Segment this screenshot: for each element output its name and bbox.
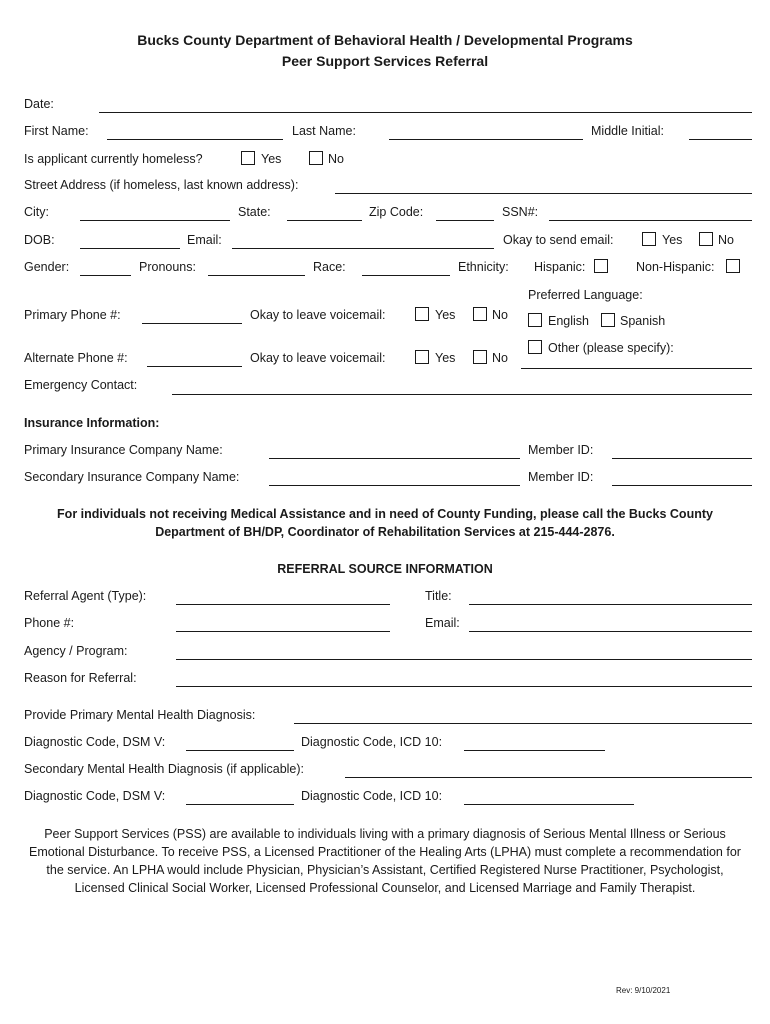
secondary-icd-label: Diagnostic Code, ICD 10: xyxy=(301,789,443,803)
primary-insurance-label: Primary Insurance Company Name: xyxy=(24,443,223,457)
email-label: Email: xyxy=(187,233,222,247)
referral-email-label: Email: xyxy=(425,616,460,630)
hispanic-checkbox[interactable] xyxy=(594,259,608,273)
other-language-field[interactable] xyxy=(521,368,752,369)
email-no-checkbox[interactable] xyxy=(699,232,713,246)
middle-initial-label: Middle Initial: xyxy=(591,124,664,138)
homeless-label: Is applicant currently homeless? xyxy=(24,152,203,166)
referral-agent-label: Referral Agent (Type): xyxy=(24,589,147,603)
primary-voicemail-no-label: No xyxy=(492,308,508,322)
first-name-field[interactable] xyxy=(107,139,283,140)
reason-referral-field[interactable] xyxy=(176,686,752,687)
dob-field[interactable] xyxy=(80,248,180,249)
pronouns-label: Pronouns: xyxy=(139,260,196,274)
primary-member-id-field[interactable] xyxy=(612,458,752,459)
secondary-insurance-label: Secondary Insurance Company Name: xyxy=(24,470,240,484)
county-funding-notice-line2: Department of BH/DP, Coordinator of Rehabilitation Services at 215-444-2876. xyxy=(155,525,615,539)
ethnicity-label: Ethnicity: xyxy=(458,260,509,274)
state-label: State: xyxy=(238,205,271,219)
insurance-heading: Insurance Information: xyxy=(24,416,160,430)
primary-voicemail-label: Okay to leave voicemail: xyxy=(250,308,386,322)
pss-description: Peer Support Services (PSS) are available to individuals living with a primary diagnosis of Serious Mental Illness or Serious Emotional Disturbance. To receive PSS, a Licensed Practitioner of the Healing Arts (LPHA) must complete a recommendation for the service. An LPHA would include Physician, Physician’s Assistant, Certified Registered Nurse Practitioner, Psychologist, Licensed Clinical Social Worker, Licensed Professional Counselor, and Licensed Marriage and Family Therapist. xyxy=(29,827,741,896)
primary-voicemail-yes-label: Yes xyxy=(435,308,456,322)
last-name-label: Last Name: xyxy=(292,124,356,138)
primary-insurance-field[interactable] xyxy=(269,458,520,459)
english-checkbox[interactable] xyxy=(528,313,542,327)
referral-email-field[interactable] xyxy=(469,631,752,632)
spanish-label: Spanish xyxy=(620,314,666,328)
secondary-insurance-field[interactable] xyxy=(269,485,520,486)
date-label: Date: xyxy=(24,97,54,111)
email-yes-label: Yes xyxy=(662,233,683,247)
primary-icd-field[interactable] xyxy=(464,750,605,751)
dob-label: DOB: xyxy=(24,233,55,247)
homeless-no-label: No xyxy=(328,152,344,166)
primary-voicemail-yes-checkbox[interactable] xyxy=(415,307,429,321)
form-title: Bucks County Department of Behavioral Health / Developmental Programs xyxy=(137,32,633,48)
homeless-no-checkbox[interactable] xyxy=(309,151,323,165)
agency-program-label: Agency / Program: xyxy=(24,644,128,658)
secondary-icd-field[interactable] xyxy=(464,804,634,805)
alternate-voicemail-label: Okay to leave voicemail: xyxy=(250,351,386,365)
ssn-field[interactable] xyxy=(549,220,752,221)
city-label: City: xyxy=(24,205,49,219)
primary-diagnosis-field[interactable] xyxy=(294,723,752,724)
date-field[interactable] xyxy=(99,112,752,113)
homeless-yes-label: Yes xyxy=(261,152,282,166)
primary-voicemail-no-checkbox[interactable] xyxy=(473,307,487,321)
referral-agent-field[interactable] xyxy=(176,604,390,605)
alternate-phone-field[interactable] xyxy=(147,366,242,367)
street-address-field[interactable] xyxy=(335,193,752,194)
gender-field[interactable] xyxy=(80,275,131,276)
race-label: Race: xyxy=(313,260,346,274)
zip-field[interactable] xyxy=(436,220,494,221)
primary-member-id-label: Member ID: xyxy=(528,443,594,457)
primary-dsm-label: Diagnostic Code, DSM V: xyxy=(24,735,166,749)
pronouns-field[interactable] xyxy=(208,275,305,276)
other-language-label: Other (please specify): xyxy=(548,341,674,355)
spanish-checkbox[interactable] xyxy=(601,313,615,327)
emergency-contact-field[interactable] xyxy=(172,394,752,395)
race-field[interactable] xyxy=(362,275,450,276)
agency-program-field[interactable] xyxy=(176,659,752,660)
state-field[interactable] xyxy=(287,220,362,221)
alternate-voicemail-yes-checkbox[interactable] xyxy=(415,350,429,364)
secondary-dsm-label: Diagnostic Code, DSM V: xyxy=(24,789,166,803)
referral-phone-field[interactable] xyxy=(176,631,390,632)
middle-initial-field[interactable] xyxy=(689,139,752,140)
homeless-yes-checkbox[interactable] xyxy=(241,151,255,165)
referral-phone-label: Phone #: xyxy=(24,616,75,630)
revision-date: Rev: 9/10/2021 xyxy=(616,986,671,995)
alternate-voicemail-no-checkbox[interactable] xyxy=(473,350,487,364)
ok-email-label: Okay to send email: xyxy=(503,233,614,247)
primary-phone-field[interactable] xyxy=(142,323,242,324)
primary-diagnosis-label: Provide Primary Mental Health Diagnosis: xyxy=(24,708,256,722)
last-name-field[interactable] xyxy=(389,139,583,140)
secondary-member-id-field[interactable] xyxy=(612,485,752,486)
email-no-label: No xyxy=(718,233,734,247)
referral-title-field[interactable] xyxy=(469,604,752,605)
gender-label: Gender: xyxy=(24,260,70,274)
secondary-member-id-label: Member ID: xyxy=(528,470,594,484)
county-funding-notice-line1: For individuals not receiving Medical Assistance and in need of County Funding, please call the Bucks County xyxy=(57,507,713,521)
alternate-voicemail-yes-label: Yes xyxy=(435,351,456,365)
other-language-checkbox[interactable] xyxy=(528,340,542,354)
street-address-label: Street Address (if homeless, last known address): xyxy=(24,178,299,192)
reason-referral-label: Reason for Referral: xyxy=(24,671,137,685)
referral-heading: REFERRAL SOURCE INFORMATION xyxy=(277,562,493,576)
alternate-voicemail-no-label: No xyxy=(492,351,508,365)
hispanic-label: Hispanic: xyxy=(534,260,586,274)
primary-dsm-field[interactable] xyxy=(186,750,294,751)
referral-title-label: Title: xyxy=(425,589,452,603)
primary-icd-label: Diagnostic Code, ICD 10: xyxy=(301,735,443,749)
primary-phone-label: Primary Phone #: xyxy=(24,308,121,322)
ssn-label: SSN#: xyxy=(502,205,539,219)
secondary-dsm-field[interactable] xyxy=(186,804,294,805)
secondary-diagnosis-label: Secondary Mental Health Diagnosis (if applicable): xyxy=(24,762,305,776)
city-field[interactable] xyxy=(80,220,230,221)
preferred-language-label: Preferred Language: xyxy=(528,288,643,302)
secondary-diagnosis-field[interactable] xyxy=(345,777,752,778)
alternate-phone-label: Alternate Phone #: xyxy=(24,351,128,365)
first-name-label: First Name: xyxy=(24,124,89,138)
form-subtitle: Peer Support Services Referral xyxy=(281,53,489,69)
emergency-contact-label: Emergency Contact: xyxy=(24,378,138,392)
email-field[interactable] xyxy=(232,248,494,249)
zip-label: Zip Code: xyxy=(369,205,424,219)
email-yes-checkbox[interactable] xyxy=(642,232,656,246)
non-hispanic-label: Non-Hispanic: xyxy=(636,260,715,274)
english-label: English xyxy=(548,314,589,328)
non-hispanic-checkbox[interactable] xyxy=(726,259,740,273)
